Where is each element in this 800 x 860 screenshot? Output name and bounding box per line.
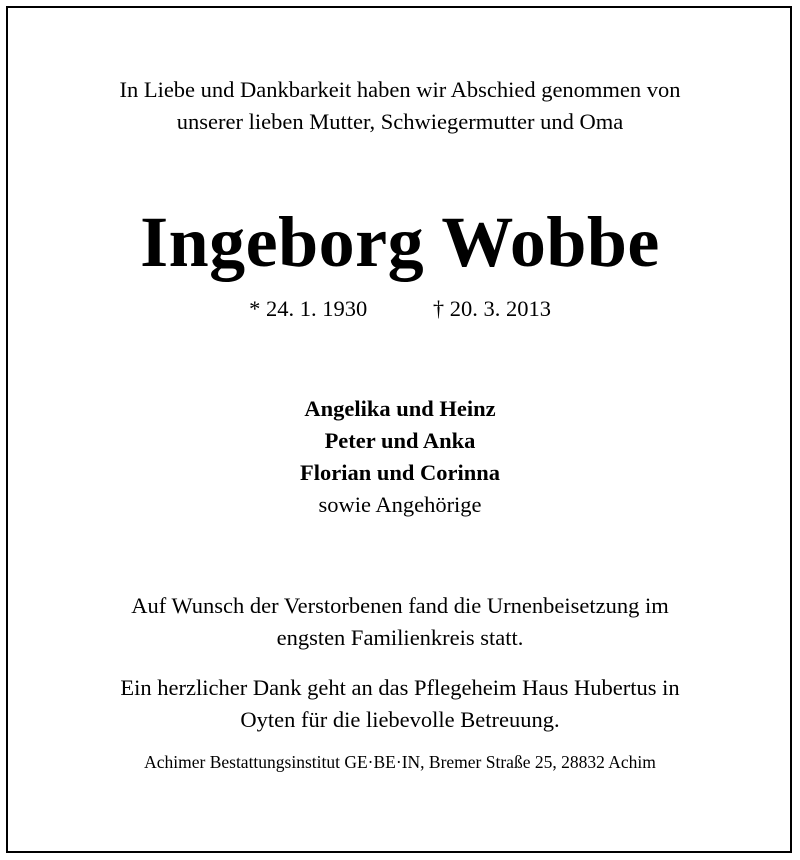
funeral-home-footer: Achimer Bestattungsinstitut GE·BE·IN, Bremer Straße 25, 28832 Achim (144, 752, 656, 772)
thanks-note-line: Ein herzlicher Dank geht an das Pflegeheim Haus Hubertus in (120, 675, 680, 700)
burial-note-line: engsten Familienkreis statt. (276, 625, 524, 650)
mourner-name: Florian und Corinna (299, 460, 501, 485)
birth-date: * 24. 1. 1930 (249, 296, 368, 321)
death-date: † 20. 3. 2013 (432, 296, 551, 321)
intro-line: unserer lieben Mutter, Schwiegermutter und Oma (176, 109, 624, 134)
burial-note (0, 590, 800, 654)
thanks-note-line: Oyten für die liebevolle Betreuung. (240, 707, 560, 732)
deceased-name: Ingeborg Wobbe (140, 202, 660, 282)
mourner-name: Angelika und Heinz (304, 396, 496, 421)
mourners-others: sowie Angehörige (318, 492, 482, 517)
thanks-note (0, 672, 800, 736)
intro-line: In Liebe und Dankbarkeit haben wir Abschied genommen von (119, 77, 681, 102)
burial-note-line: Auf Wunsch der Verstorbenen fand die Urnenbeisetzung im (131, 593, 669, 618)
mourner-name: Peter und Anka (324, 428, 476, 453)
life-dates (0, 294, 800, 324)
mourners-list (0, 393, 800, 521)
intro-text (0, 74, 800, 138)
